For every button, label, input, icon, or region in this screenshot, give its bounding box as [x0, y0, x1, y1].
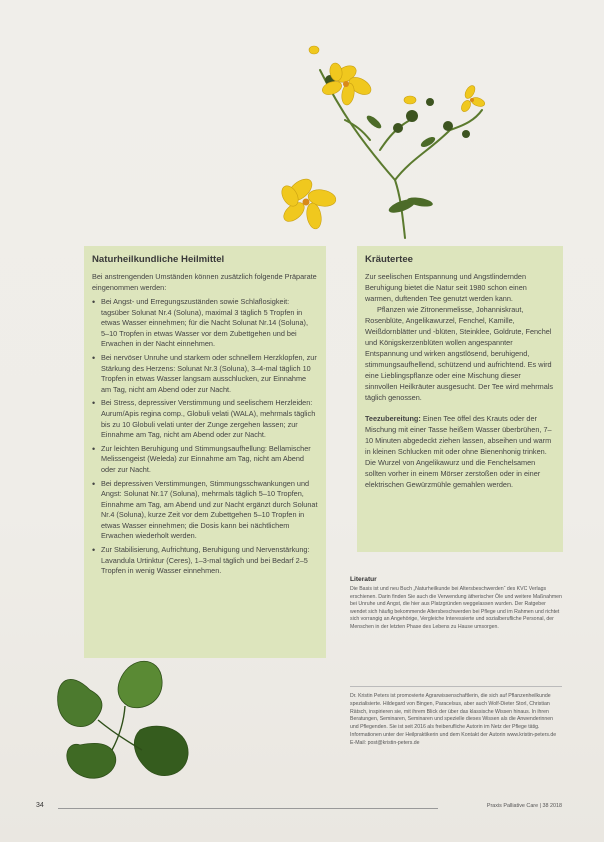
author-text: Dr. Kristin Peters ist promovierte Agrarwissenschaftlerin, die sich auf Pflanzenheilkunde spezialisierte. Hildegard von Bingen, Paracelsus, aber auch Wolf-Dieter Storl, Christian Rätsch, inspirieren sie, mit ihrem Blick der über das klassische Wissen hinaus. In ihren Beratungen, Seminaren, Seminaren und spezielle dieses Wissen als die Anwenderinnen und Pflegenden. Sie ist seit 2016 als freiberufliche Autorin im Netz der Pflege tätig. Informationen unter der Heilpraktikerin und dem Kontakt der Autorin www.kristin-peters.de [350, 693, 557, 738]
literature-section [350, 576, 562, 632]
page-number: 34 [36, 802, 44, 809]
remedies-lead: Bei anstrengenden Umständen können zusätzlich folgende Präparate eingenommen werden: [92, 272, 317, 292]
remedies-title: Naturheilkundliche Heilmittel [92, 254, 225, 265]
lemon-balm-image [50, 650, 220, 790]
page-footer [0, 802, 604, 816]
list-item: • Bei nervöser Unruhe und starkem oder schnellem Herzklopfen, zur Stärkung des Herzens: Solunat Nr.3 (Soluna), 3–4-mal täglich 10 Tropfen in etwas Wasser langsam ausschlucken, zur Einnahme am Tag, nicht am Abend oder zur Nacht. [92, 353, 318, 395]
remedies-list [92, 297, 318, 577]
literature-text: Die Basis ist und neu Buch „Naturheilkunde bei Altersbeschwerden“ des KVC Verlags erschienen. Darin finden Sie auch die Verwendung ätherischer Öle und weitere Maßnahmen bei Unruhe und Angst, die hier aus Platzgründen weggelassen wurden. Der Ratgeber wendet sich häufig bekommende Altersbeschwerden bei Pflege und im Rahmen und richtet sich vorrangig an Angehörige, Vergleiche Interessierte und sozialberufliche Personal, der Menschen in der letzten Phase des Lebens zu Hause umsorgen. [350, 586, 562, 630]
author-email: E-Mail: post@kristin-peters.de [350, 739, 420, 746]
tea-preparation-text: Einen Tee öffel des Krauts oder der Mischung mit einer Tasse heißem Wasser überbrühen, 7–10 Minuten abgedeckt ziehen lassen, abseihen und warm in kleinen Schlucken mit oder ohne Bienenhonig trinken. Die Wurzel von Angelikawurz und die Fenchelsamen sollten vorher in einem Mörser zerstoßen oder in einer elektrischen Gewürzmühle gemahlen werden. [365, 414, 552, 489]
tea-preparation [365, 413, 555, 490]
tea-preparation-label: Teezubereitung: [365, 414, 421, 423]
list-item: • Zur leichten Beruhigung und Stimmungsaufhellung: Bellamischer Melissengeist (Weleda) zur Einnahme am Tag, nicht am Abend oder zur Nacht. [92, 444, 318, 476]
author-bio [350, 686, 562, 748]
herbal-tea-paragraph: Pflanzen wie Zitronenmelisse, Johanniskraut, Rosenblüte, Angelikawurzel, Fenchel, Kamille, Weißdornblätter und -blüten, Steinklee, Goldrute, Fenchel und Königskerzenblüten wollen angespannter Entspannung und wirken angstlösend, beruhigend, stimmungsaufhellend, schützend und aufrichtend. Es wird eine Lieblingspflanze oder eine Mischung dieser sinnvollen Heilkräuter ausgesucht. Der Tee wird mehrmals täglich genossen. [365, 305, 554, 402]
literature-title: Literatur [350, 576, 377, 583]
herbal-tea-title: Kräutertee [365, 254, 413, 265]
list-item: • Bei Stress, depressiver Verstimmung und seelischem Herzleiden: Aurum/Apis regina comp., Globuli velati (WALA), mehrmals täglich bis zu 10 Globuli velati unter der Zunge zergehen lassen; zur Einnahme am Tag, nicht am Abend oder zur Nacht. [92, 398, 318, 440]
list-item: • Bei depressiven Verstimmungen, Stimmungsschwankungen und Angst: Solunat Nr.17 (Soluna), mehrmals täglich 5–10 Tropfen, Einnahme am Tag, am Abend und zur Nacht ergänzt durch Solunat Nr.4 (Soluna), kurze Zeit vor dem Zubettgehen 5–10 Tropfen in etwas Wasser einnehmen; die Dosis kann bei nächtlichem Erwachen wiederholt werden. [92, 479, 318, 543]
footer-divider [58, 808, 438, 809]
herbal-tea-box [357, 246, 563, 552]
st-johns-wort-image [270, 30, 500, 250]
list-item: • Bei Angst- und Erregungszuständen sowie Schlaflosigkeit: tagsüber Solunat Nr.4 (Soluna), maximal 3 täglich 5 Tropfen in etwas Wasser einnehmen; für die Nacht Solunat Nr.14 (Soluna), 5–10 Tropfen in etwas Wasser vor dem Zubettgehen und bei Erwachen in der Nacht einnehmen. [92, 297, 318, 350]
herbal-tea-paragraph: Zur seelischen Entspannung und Angstlindernden Beruhigung bietet die Natur seit 1980 schon einen warmen, duftenden Tee genutzt werden kann. [365, 272, 527, 303]
remedies-box [84, 246, 326, 658]
magazine-name: Praxis Palliative Care | 38 2018 [486, 803, 562, 809]
list-item: • Zur Stabilisierung, Aufrichtung, Beruhigung und Nervenstärkung: Lavandula Urtinktur (Ceres), 1–3-mal täglich und bei Bedarf 2–5 Tropfen in wenig Wasser einnehmen. [92, 545, 318, 577]
